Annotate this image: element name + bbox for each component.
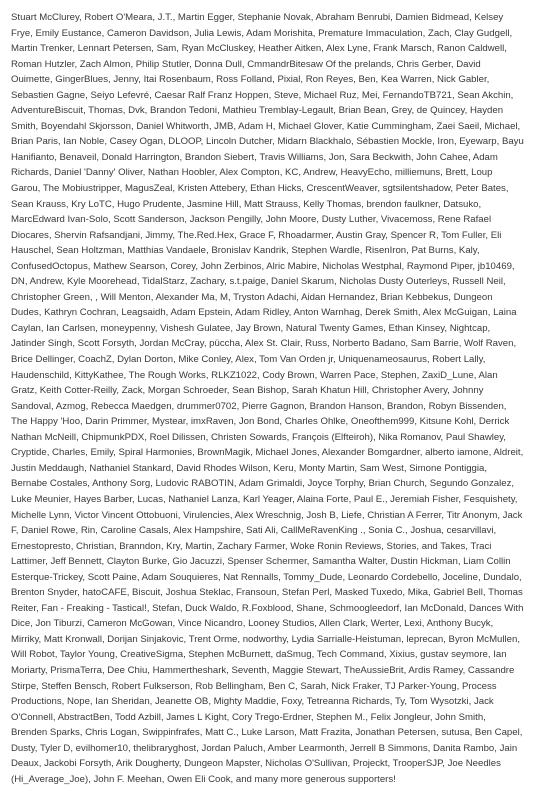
supporter-credits-paragraph: Stuart McClurey, Robert O'Meara, J.T., Martin Egger, Stephanie Novak, Abraham Benrubi, Damien Bidmead, Kelsey Frye, Emily Eustance, Cameron Davidson, Julia Lewis, Adam Morishita, Premature Immaculation, Zach, Clay Gudgell, Martin Trenker, Lennart Petersen, Sam, Ryan McCluskey, Heather Aitken, Alex Lyne, Frank Marsch, Ranon Caldwell, Roman Hutzler, Zach Almon, Philip Stutler, Donna Dull, CmmandrBitesaw Of the prelands, Chris Gerber, David Ouimette, GingerBlues, Jenny, Itai Rosenbaum, Ross Folland, Pixial, Ron Reyes, Ben, Kea Warren, Nick Gabler, Sebastien Gagne, Seiyo Lefevré, Caesar Ralf Franz Hoppen, Steve, Michael Ruz, Mei, FernandoTB721, Sean Akchin, AdventureBiscuit, Thomas, Dvk, Brandon Tedoni, Mathieu Tremblay-Legault, Brian Bean, Grey, de Quincey, Hayden Smith, Boyendahl Skjorsson, Daniel Whitworth, JMB, Adam H, Michael Glover, Katie Cummingham, Zaei Saeil, Michael, Brian Paris, Ian Noble, Casey Ogan, DLOOP, Lincoln Dutcher, Midarn Blackhalo, Sébastien Mockle, Iron, Eyewarp, Bayu Hanifianto, Benaveil, Donald Harrington, Brandon Siebert, Travis Williams, Jon, Sara Beckwith, John Cahee, Adam Richards, Daniel 'Danny' Oliver, Nathan Hoobler, Alex Compton, KC, Andrew, HeavyEcho, milliemuns, Brett, Loup Garou, The Mobiustripper, MagusZeal, Kristen Attebery, Ethan Hicks, CrescentWeaver, sgtsilentshadow, Peter Bates, Sean Krauss, Kry LoTC, Hugo Prudente, Jasmine Hill, Matt Strauss, Kelly Thomas, brendon faulkner, Datsuko, MarcEdward Ivan-Solo, Scott Sanderson, Jackson Pengilly, John Moore, Dusty Luther, Vivacemoss, Rene Rafael Diocares, Shervin Rafsandjani, Jimmy, The.Red.Hex, Grace F, Rhoadarmer, Austin Gray, Spencer R, Tom Fuller, Eli Hauschel, Sean Holtzman, Matthias Vandaele, Bronislav Kandrik, Stephen Wardle, RisenIron, Pat Burns, Kaly, ConfusedOctopus, Mathew Searson, Corey, John Zerbinos, Alric Mabire, Nicholas Westphal, Raymond Piper, jb10469, DN, Andrew, Kyle Moorehead, TidalStarz, Zachary, s.t.paige, Daniel Skarum, Nicholas Dusty Outerleys, Russell Neil, Christopher Green, , Will Menton, Alexander Ma, M, Tryston Adachi, Aidan Hernandez, Brian Kebbekus, Dungeon Dudes, Kathryn Cochran, Leagsaidh, Adam Epstein, Adam Ridley, Anton Warnhag, Derek Smith, Alex McGuigan, Laina Caylan, Ian Carlsen, moneypenny, Vishesh Gulatee, Jay Brown, Natural Twenty Games, Ethan Kinsey, Nightcap, Jatinder Singh, Scott Forsyth, Jordan McCray, püccha, Alex St. Clair, Russ, Norberto Badano, Sam Barrie, Wolf Raven, Brice Dellinger, CoachZ, Dylan Dorton, Mike Conley, Alex, Tom Van Orden jr, Uniquenameosaurus, Robert Lally, Haudenschild, KittyKathee, The Rough Works, RLKZ1022, Cody Brown, Warren Pace, Stephen, ZaxiD_Lune, Alan Gratz, Keith Cotter-Reilly, Zack, Morgan Schroeder, Sean Bishop, Sarah Khatun Hill, Christopher Avery, Johnny Sandoval, Azmog, Rebecca Maedgen, drummer0702, Pierre Gagnon, Brandon Hanson, Brandon, Robyn Bissenden, The Happy 'Hoo, Darin Primmer, Mystear, imxRaven, Jon Bond, Charles Ohlke, Oneofthem999, Kitsune Kohl, Derrick Nathan McNeill, ChipmunkPDX, Roel Dilissen, Christen Sowards, François (Elfteiroh), Nika Romanov, Paul Shawley, Cryptide, Charles, Emily, Spiral Harmonies, BrownMagik, Michael Jones, Alexander Bomgardner, alberto iamone, Aldreit, Justin Meddaugh, Nathaniel Stankard, David Rhodes Wilson, Keru, Monty Martin, Sam West, Simone Pontiggia, Bernabe Costales, Anthony Sorg, Ludovic RABOTIN, Adam Grimaldi, Joyce Torphy, Brian Church, Segundo Gonzalez, Luke Meunier, Hayes Barber, Lucas, Nathaniel Lanza, Karl Yeager, Alaina Forte, Paul E., Jeremiah Fisher, Fesquishety, Michelle Lynn, Victor Vincent Ottobuoni, Virulencies, Alex Wreschnig, Josh B, Liefe, Christian A Ferrer, Titr Anonym, Jack F, Daniel Rowe, Rin, Caroline Casals, Alex Hampshire, Sati Ali, CallMeRavenKing ., Sonia C., Joshua, cesarvillavi, Ernestopresto, Christian, Branndon, Kry, Martin, Zachary Farmer, Woke Ronin Reviews, Stories, and Takes, Traci Lattimer, Jeff Bennett, Clayton Burke, Gio Jacuzzi, Spenser Schermer, Samantha Walter, Dustin Hickman, Liam Collin Esterque-Trickey, Scott Paine, Adam Souquieres, Nat Rennalls, Tommy_Dude, Leonardo Cordebello, Joceline, Dundalo, Brenton Snyder, hatoCAFE, Biscuit, Joshua Steklac, Fransoun, Stefan Perl, Masked Tuxedo, Mika, Gabriel Bell, Thomas Reiter, Fan - Freaking - Tastical!, Stefan, Duck Waldo, R.Foxblood, Shane, Schmoogleedorf, Ian McDonald, Dances With Dice, Jon Tiburzi, Cameron McGowan, Vince Nicandro, Looney Studios, Allen Clark, Werter, Lexi, Anthony Bucyk, Mirriky, Matt Kronwall, Dorijan Sinjakovic, Trent Orme, nodworthy, Lydia Sarrialle-Heistuman, leprecan, Byron McMullen, Will Robot, Taylor Young, CreativeSigma, Stephen McBurnett, daSmug, Tech Command, Xixius, gustav seymore, Ian Moriarty, PrismaTerra, Dee Chiu, Hammertheshark, Seventh, Maggie Stewart, TheAussieBrit, Ardis Ramey, Cassandre Stirpe, Steffen Bensch, Robert Fulkserson, Rob Bellingham, Ben C, Sarah, Nick Fraker, TJ Parker-Young, Process Productions, Nope, Ian Sheridan, Jeanette OB, Mighty Maddie, Foxy, Tetreanna Richards, Ty, Tom Wysotzki, Jack O'Connell, AbstractBen, Todd Azbill, James L Kight, Cory Trego-Erdner, Stephen M., Felix Jongleur, John Smith, Brenden Sparks, Chris Logan, Swippinfrafes, Matt C., Luke Larson, Matt Frazita, Jonathan Petersen, sutusa, Ben Capel, Dusty, Tyler D, evilhomer10, thelibraryghost, Jordan Paluch, Amber Learmonth, Jerrell B Simmons, Danita Rambo, Jain Deaux, Jackobi Forsyth, Arik Dougherty, Dungeon Mapster, Nicholas O'Sullivan, Projeckt, TrooperSJP, Joe Needles (Hi_Average_Joe), John F. Meehan, Owen Eli Cook, and many more generous supporters! — [11, 12, 524, 785]
